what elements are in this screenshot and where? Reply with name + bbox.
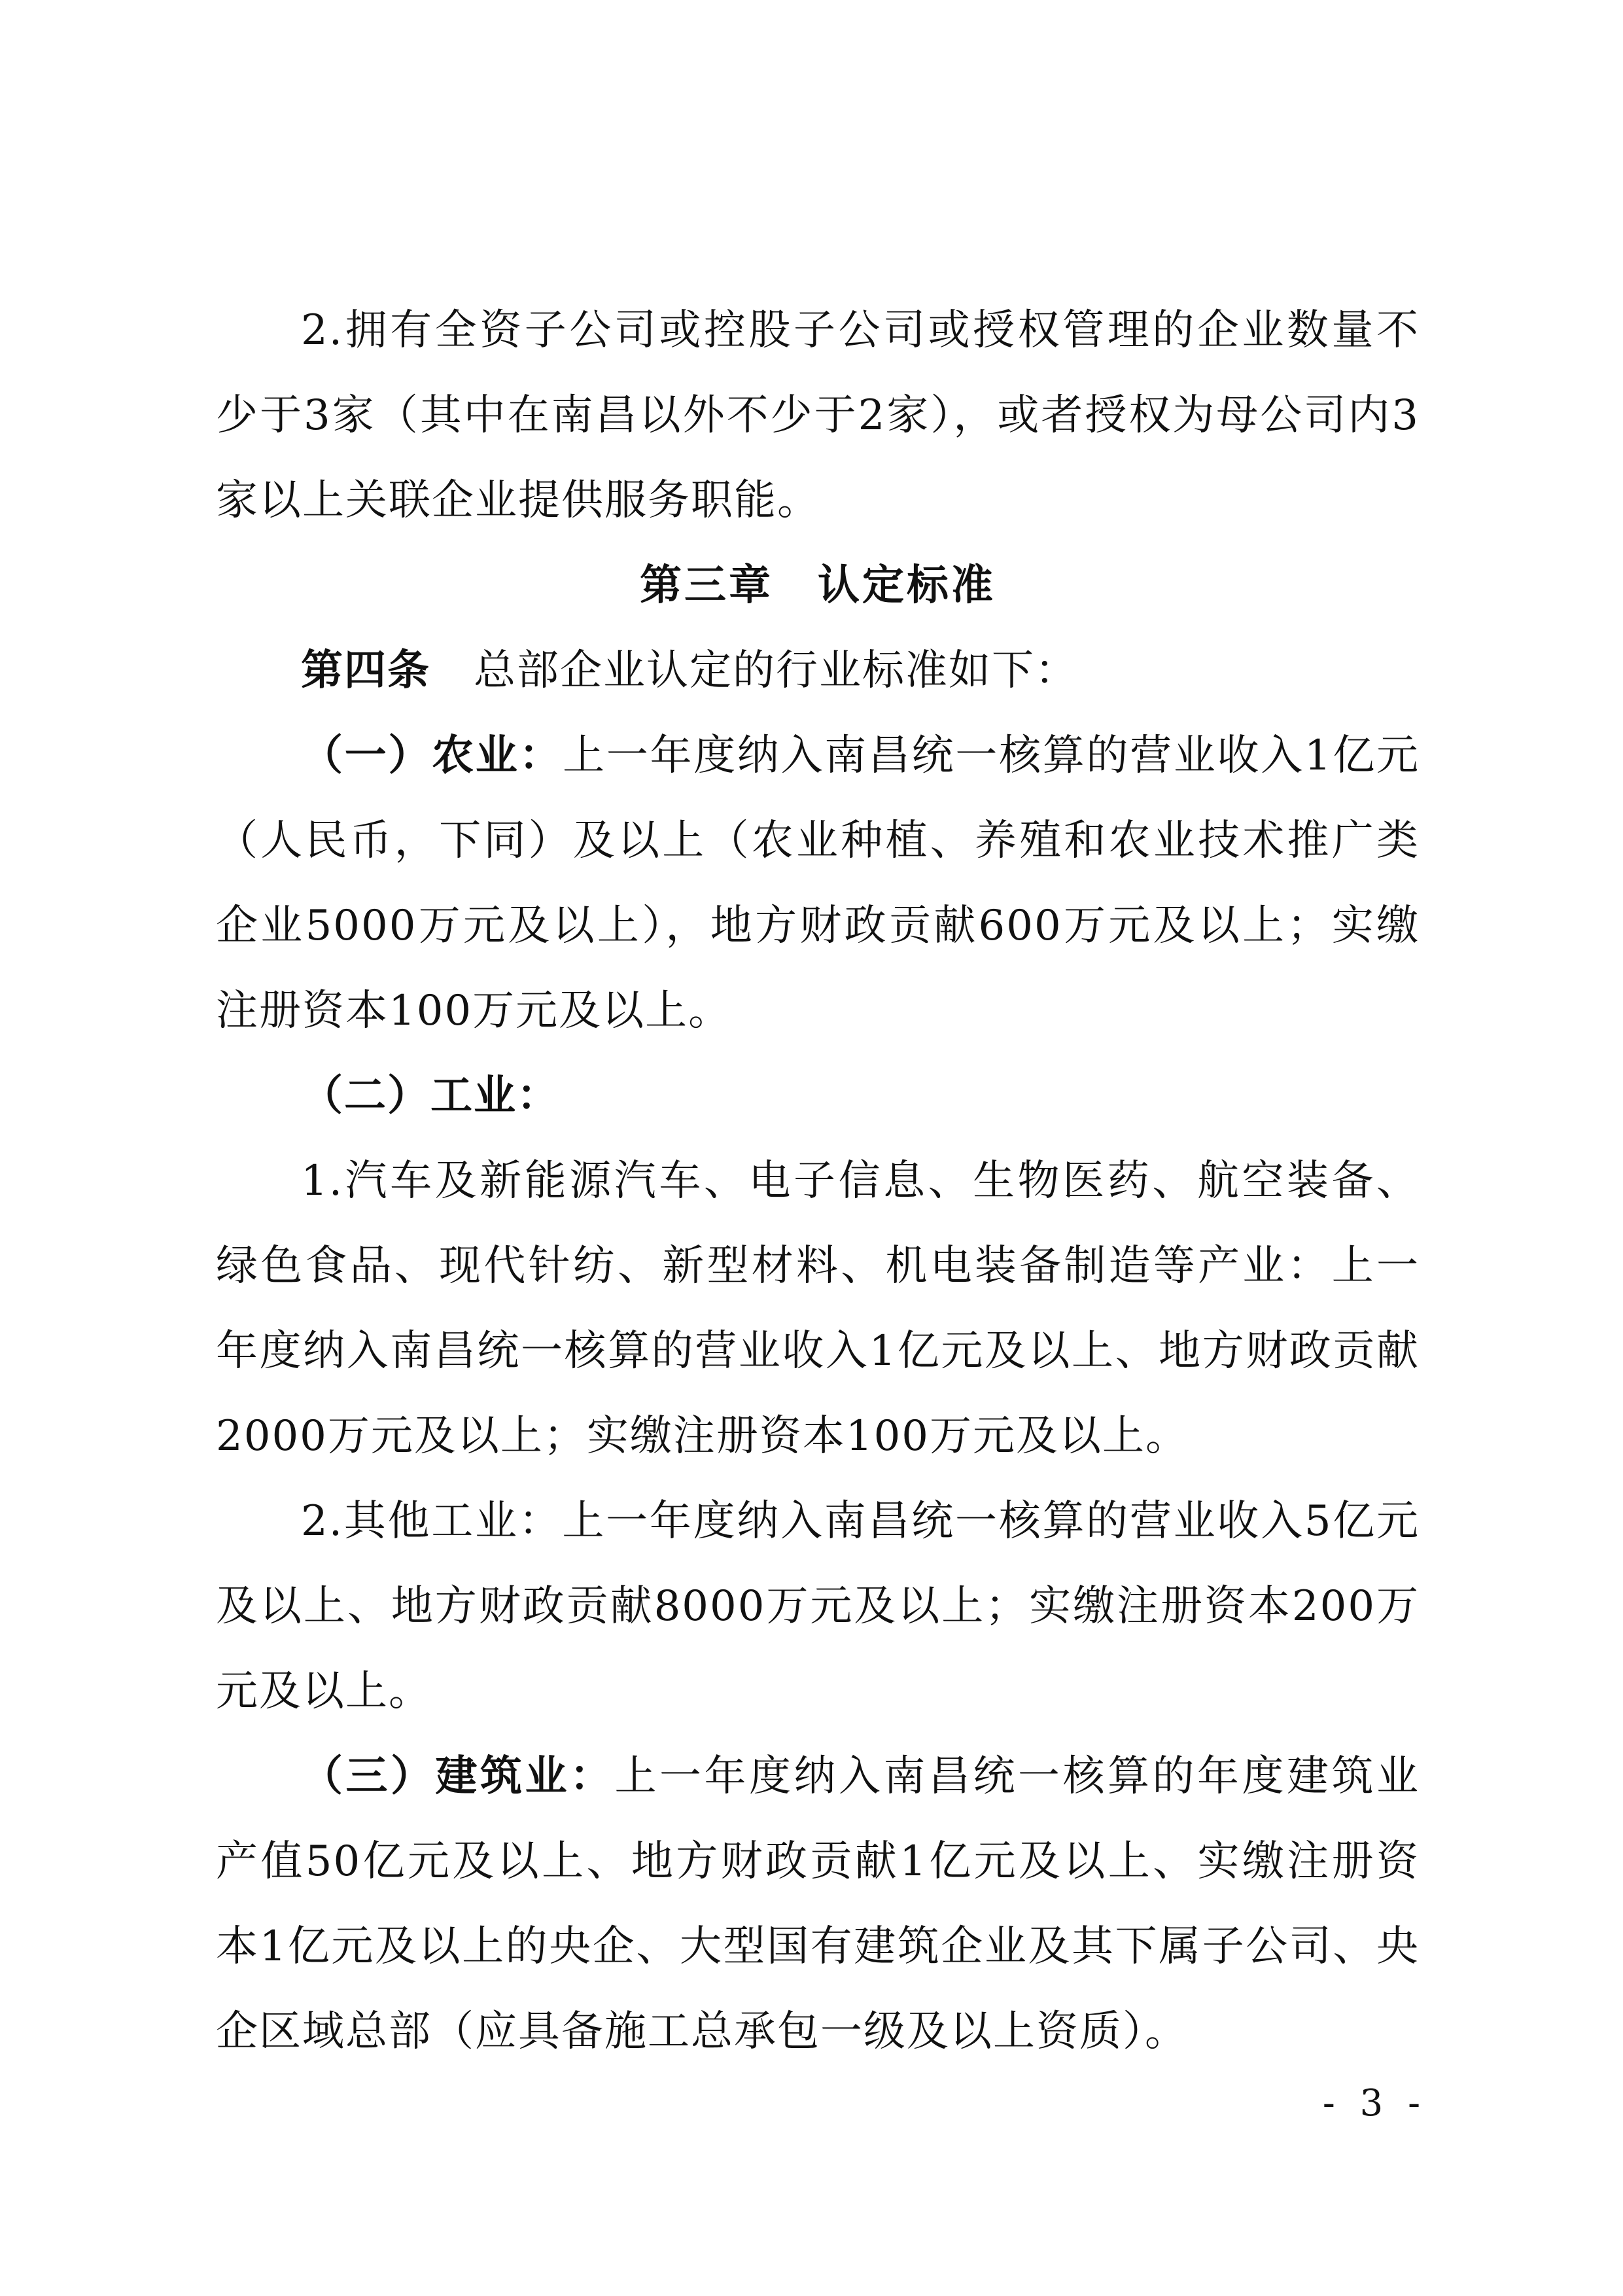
document-body	[216, 288, 1420, 2074]
article-label: 第四条	[301, 646, 430, 695]
article-text: 总部企业认定的行业标准如下：	[430, 646, 1078, 695]
industry-1-text: 1.汽车及新能源汽车、电子信息、生物医药、航空装备、绿色食品、现代针纺、新型材料、机电装备制造等产业：上一年度纳入南昌统一核算的营业收入1亿元及以上、地方财政贡献2000万元及以上；实缴注册资本100万元及以上。	[216, 1157, 1420, 1460]
paragraph-text: 2.拥有全资子公司或控股子公司或授权管理的企业数量不少于3家（其中在南昌以外不少于2家），或者授权为母公司内3家以上关联企业提供服务职能。	[216, 306, 1420, 525]
section-label-agriculture: （一）农业：	[301, 731, 563, 780]
paragraph-agriculture	[216, 713, 1420, 1053]
page-number: - 3 -	[1322, 2082, 1427, 2125]
paragraph-industry-heading	[216, 1053, 1420, 1139]
article-four	[216, 628, 1420, 713]
section-text-construction: 上一年度纳入南昌统一核算的年度建筑业产值50亿元及以上、地方财政贡献1亿元及以上、实缴注册资本1亿元及以上的央企、大型国有建筑企业及其下属子公司、央企区域总部（应具备施工总承包一级及以上资质）。	[216, 1752, 1420, 2056]
section-text-agriculture: 上一年度纳入南昌统一核算的营业收入1亿元（人民币，下同）及以上（农业种植、养殖和农业技术推广类企业5000万元及以上），地方财政贡献600万元及以上；实缴注册资本100万元及以上。	[216, 732, 1420, 1035]
paragraph-construction	[216, 1734, 1420, 2074]
paragraph-industry-2	[216, 1479, 1420, 1734]
chapter-title	[216, 543, 1420, 628]
section-label-industry: （二）工业：	[301, 1071, 560, 1120]
paragraph-industry-1	[216, 1139, 1420, 1479]
paragraph-enterprise-count	[216, 288, 1420, 543]
chapter-title-text: 第三章 认定标准	[640, 561, 996, 610]
industry-2-text: 2.其他工业：上一年度纳入南昌统一核算的营业收入5亿元及以上、地方财政贡献8000万元及以上；实缴注册资本200万元及以上。	[216, 1497, 1420, 1716]
section-label-construction: （三）建筑业：	[301, 1752, 615, 1801]
